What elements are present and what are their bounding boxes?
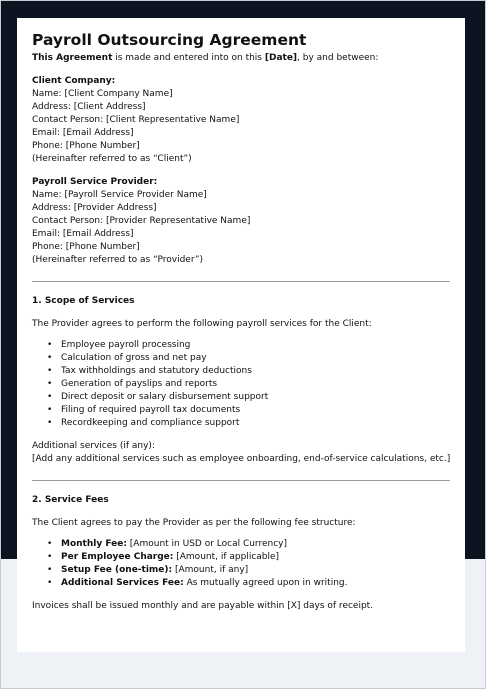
provider-address: Address: [Provider Address] [32,203,157,213]
fee-value: [Amount, if any] [172,565,249,575]
list-item: • Generation of payslips and reports [61,378,450,391]
client-heading: Client Company: [32,76,116,86]
client-email: Email: [Email Address] [32,128,134,138]
client-phone: Phone: [Phone Number] [32,141,140,151]
section-heading: 2. Service Fees [32,495,109,505]
provider-name: Name: [Payroll Service Provider Name] [32,190,207,200]
intro-bold-lead: This Agreement [32,53,113,63]
list-item: • Direct deposit or salary disbursement support [61,391,450,404]
fee-value: [Amount in USD or Local Currency] [126,539,288,549]
section-heading: 1. Scope of Services [32,296,135,306]
divider [32,281,450,282]
provider-email: Email: [Email Address] [32,229,134,239]
document-title: Payroll Outsourcing Agreement [32,31,307,49]
provider-heading: Payroll Service Provider: [32,177,158,187]
services-list [32,339,450,430]
fee-value: [Amount, if applicable] [173,552,280,562]
fees-list [32,538,450,590]
list-item: • Tax withholdings and statutory deductions [61,365,450,378]
intro-text-after: , by and between: [297,53,379,63]
date-placeholder: [Date] [264,53,298,63]
list-item [61,538,450,551]
client-referred: (Hereinafter referred to as “Client”) [32,154,192,164]
list-item: • Employee payroll processing [61,339,450,352]
section-scope [32,295,450,466]
provider-block [32,176,450,267]
list-item [61,564,450,577]
invoice-note: Invoices shall be issued monthly and are payable within [X] days of receipt. [32,601,374,611]
provider-phone: Phone: [Phone Number] [32,242,140,252]
provider-referred: (Hereinafter referred to as “Provider”) [32,255,204,265]
list-item [61,551,450,564]
section-fees [32,494,450,613]
fee-value: As mutually agreed upon in writing. [183,578,348,588]
scope-intro: The Provider agrees to perform the following payroll services for the Client: [32,319,372,329]
intro-line [32,52,450,65]
list-item: • Recordkeeping and compliance support [61,417,450,430]
document-sheet [17,18,465,652]
fee-label: Monthly Fee: [61,539,127,549]
fee-label: Additional Services Fee: [61,578,184,588]
fees-intro: The Client agrees to pay the Provider as per the following fee structure: [32,518,356,528]
fee-label: Per Employee Charge: [61,552,174,562]
list-item: • Calculation of gross and net pay [61,352,450,365]
client-name: Name: [Client Company Name] [32,89,173,99]
divider [32,480,450,481]
additional-services-text: [Add any additional services such as employee onboarding, end-of-service calculations, etc.] [32,454,451,464]
provider-contact: Contact Person: [Provider Representative Name] [32,216,251,226]
client-contact: Contact Person: [Client Representative Name] [32,115,240,125]
client-address: Address: [Client Address] [32,102,146,112]
client-block [32,75,450,166]
intro-text-before: is made and entered into on this [112,53,265,63]
list-item [61,577,450,590]
list-item: • Filing of required payroll tax documents [61,404,450,417]
additional-services-label: Additional services (if any): [32,441,155,451]
fee-label: Setup Fee (one-time): [61,565,173,575]
